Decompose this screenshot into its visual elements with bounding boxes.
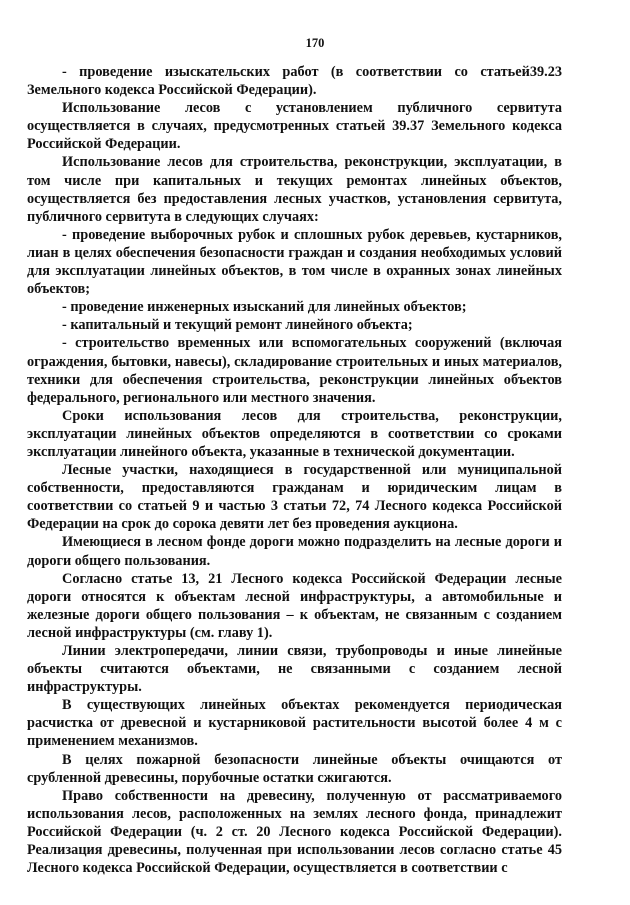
page-number: 170 bbox=[305, 36, 325, 50]
paragraph-linear-objects-use: Использование лесов для строительства, реконструкции, эксплуатации, в том числе при капитальных и текущих ремонтах линейных объектов, осуществляется без предоставления лесных участков, установления сервитута, публичного сервитута в следующих случаях: bbox=[27, 154, 562, 225]
paragraph-power-lines: Линии электропередачи, линии связи, трубопроводы и иные линейные объекты считаются объектами, не связанными с созданием лесной инфраструктуры. bbox=[27, 643, 562, 696]
paragraph-clearing: В существующих линейных объектах рекомендуется периодическая расчистка от древесной и кустарниковой растительности высотой более 4 м с применением механизмов. bbox=[27, 697, 562, 750]
paragraph-public-servitude: Использование лесов с установлением публичного сервитута осуществляется в случаях, предусмотренных статьей 39.37 Земельного кодекса Российской Федерации. bbox=[27, 100, 562, 153]
bullet-repair: - капитальный и текущий ремонт линейного объекта; bbox=[62, 317, 413, 334]
paragraph-usage-terms: Сроки использования лесов для строительства, реконструкции, эксплуатации линейных объектов определяются в соответствии со сроками эксплуатации линейного объекта, указанные в технической документации. bbox=[27, 407, 562, 460]
paragraph-timber-ownership: Право собственности на древесину, полученную от рассматриваемого использования лесов, расположенных на землях лесного фонда, принадлежит Российской Федерации (ч. 2 ст. 20 Лесного кодекса Российской Федерации). Реализация древесины, полученная при использовании лесов согласно статье 45 Лесного кодекса Российской Федерации, осуществляется в соответствии с bbox=[27, 787, 562, 877]
bullet-selective-cutting: - проведение выборочных рубок и сплошных рубок деревьев, кустарников, лиан в целях обеспечения безопасности граждан и создания необходимых условий для эксплуатации линейных объектов, в том числе в охранных зонах линейных объектов; bbox=[27, 226, 562, 298]
paragraph-fire-safety: В целях пожарной безопасности линейные объекты очищаются от срубленной древесины, порубочные остатки сжигаются. bbox=[27, 751, 562, 786]
paragraph-forest-roads: Согласно статье 13, 21 Лесного кодекса Российской Федерации лесные дороги относятся к объектам лесной инфраструктуры, а автомобильные и железные дороги общего пользования – к объектам, не связанным с созданием лесной инфраструктуры (см. главу 1). bbox=[27, 570, 562, 641]
document-body bbox=[27, 63, 562, 877]
paragraph-roads: Имеющиеся в лесном фонде дороги можно подразделить на лесные дороги и дороги общего пользования. bbox=[27, 534, 562, 569]
bullet-temporary-structures: - строительство временных или вспомогательных сооружений (включая ограждения, бытовки, навесы), складирование строительных и иных материалов, техники для обеспечения строительства, реконструкции линейных объектов федерального, регионального или местного значения. bbox=[27, 335, 562, 406]
paragraph-forest-plots: Лесные участки, находящиеся в государственной или муниципальной собственности, предоставляются гражданам и юридическим лицам в соответствии со статьей 9 и частью 3 статьи 72, 74 Лесного кодекса Российской Федерации на срок до сорока девяти лет без проведения аукциона. bbox=[27, 462, 562, 533]
bullet-engineering-surveys: - проведение инженерных изысканий для линейных объектов; bbox=[62, 299, 467, 316]
bullet-survey-works: - проведение изыскательских работ (в соответствии со статьей39.23 Земельного кодекса Российской Федерации). bbox=[27, 64, 562, 99]
